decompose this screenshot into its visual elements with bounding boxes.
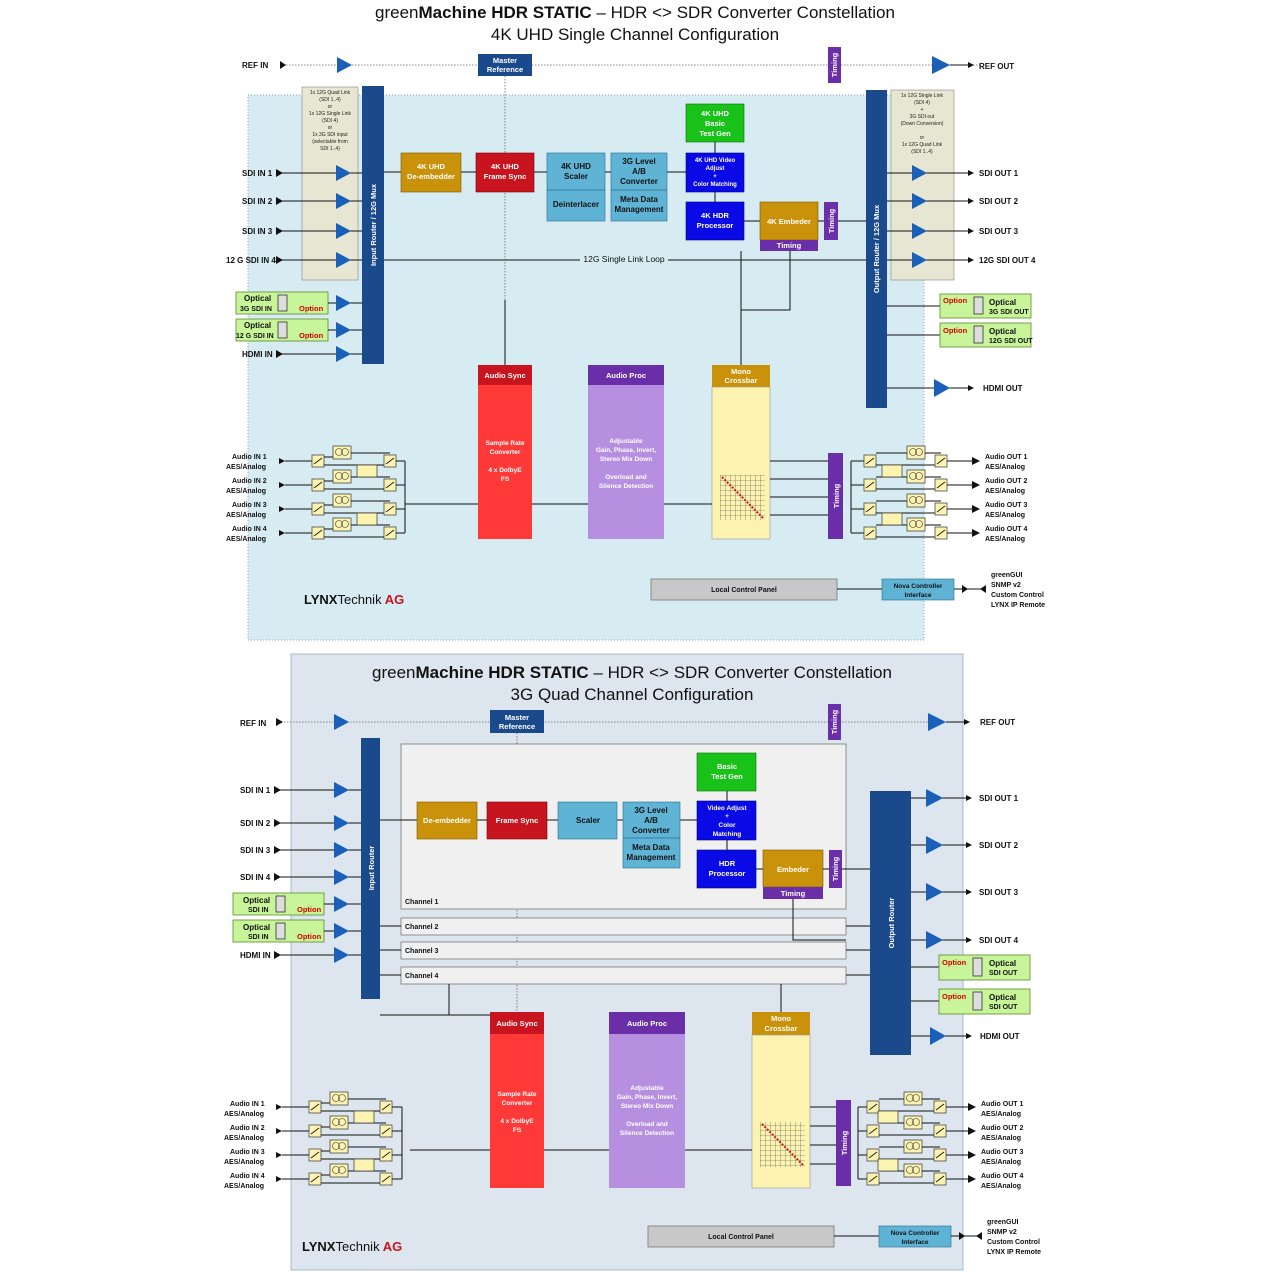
top-logo: LYNXTechnik AG <box>304 592 405 607</box>
top-optical-in-2-option: Option <box>299 331 324 340</box>
top-control-4: LYNX IP Remote <box>991 602 1046 609</box>
top-audio-proc-body-2: Gain, Phase, Invert, <box>595 447 657 454</box>
bottom-hdrproc-label-1: HDR <box>718 859 736 868</box>
bottom-audio-in-4-sub: AES/Analog <box>224 1183 265 1190</box>
bottom-testgen-label-1: Basic <box>716 762 738 771</box>
top-output-note-line-7: 1x 12G Quad Link <box>901 142 943 148</box>
bottom-optical-in-2-sub: SDI IN <box>248 934 269 941</box>
bottom-embed-timing-label: Timing <box>780 889 806 898</box>
top-input-router-label: Input Router / 12G Mux <box>369 183 378 267</box>
top-optical-out-1-option: Option <box>943 296 968 305</box>
bottom-optical-in-2-option: Option <box>297 932 322 941</box>
top-ad-2-box <box>357 513 377 525</box>
bottom-audio-in-4-label: Audio IN 4 <box>230 1173 265 1180</box>
top-scaler-label-1: 4K UHD <box>561 162 591 171</box>
bottom-audio-out-4-label: Audio OUT 4 <box>981 1173 1024 1180</box>
bottom-master-reference-label-1: Master <box>504 713 530 722</box>
top-hdrproc-label-1: 4K HDR <box>701 211 729 220</box>
top-ref-in-label: REF IN <box>242 61 269 70</box>
top-audio-out-2-sub: AES/Analog <box>985 488 1026 495</box>
bottom-audio-sync-body-1: Sample Rate <box>497 1091 537 1098</box>
bottom-channel-4-area <box>401 967 846 984</box>
top-input-note-line-4: 1x 12G Single Link <box>309 111 351 117</box>
top-sdi-in-2-label: SDI IN 2 <box>242 197 273 206</box>
bottom-metadata-label-1: Meta Data <box>632 843 670 852</box>
bottom-optical-in-1-option: Option <box>297 905 322 914</box>
top-optical-out-2-label: Optical <box>989 327 1017 336</box>
top-input-note-line-7: 1x 3G SDI input <box>312 132 348 138</box>
bottom-subtitle: 3G Quad Channel Configuration <box>510 685 754 704</box>
bottom-audio-out-3-label: Audio OUT 3 <box>981 1149 1024 1156</box>
top-hdmi-in-label: HDMI IN <box>242 350 273 359</box>
bottom-ref-timing-label: Timing <box>830 709 839 735</box>
bottom-nova-label-1: Nova Controller <box>890 1230 940 1237</box>
top-input-note-line-3: or <box>327 104 333 110</box>
bottom-sdi-out-3-label: SDI OUT 3 <box>979 888 1019 897</box>
top-hdmi-out-buffer-icon <box>934 379 950 397</box>
top-audio-out-1-label: Audio OUT 1 <box>985 454 1028 461</box>
top-sdi-in-3-label: SDI IN 3 <box>242 227 273 236</box>
bottom-sdi-in-1-label: SDI IN 1 <box>240 786 271 795</box>
bottom-framesync-label: Frame Sync <box>495 816 539 825</box>
top-optical-out-2-option: Option <box>943 326 968 335</box>
bottom-videoadjust-label-1: Video Adjust <box>707 805 747 812</box>
bottom-optical-in-2-label: Optical <box>243 923 271 932</box>
top-audio-out-3-label: Audio OUT 3 <box>985 502 1028 509</box>
top-metadata-label-2: Management <box>614 205 664 214</box>
bottom-hdrproc-label-2: Processor <box>708 869 746 878</box>
top-output-router-label: Output Router / 12G Mux <box>872 204 881 294</box>
bottom-mono-label-2: Crossbar <box>764 1024 798 1033</box>
bottom-optical-in-1-label: Optical <box>243 896 271 905</box>
top-audio-proc-body-5: Silence Detection <box>598 483 654 490</box>
top-testgen-label-3: Test Gen <box>699 129 731 138</box>
bottom-audio-timing-label: Timing <box>840 1130 849 1156</box>
bottom-optical-in-1-connector-icon <box>276 896 285 912</box>
top-audio-sync <box>478 385 532 539</box>
bottom-audio-out-1-sub: AES/Analog <box>981 1111 1022 1118</box>
top-output-note-line-4: 3G SDI out <box>909 114 935 120</box>
top-mono-label-1: Mono <box>731 367 751 376</box>
top-optical-out-2-sub: 12G SDI OUT <box>989 338 1033 345</box>
top-optical-in-2-sub: 12 G SDI IN <box>236 333 274 340</box>
top-optical-in-2-label: Optical <box>244 321 272 330</box>
top-optical-in-2-connector-icon <box>278 322 287 338</box>
top-audio-timing-label: Timing <box>832 483 841 509</box>
bottom-audio-out-3-sub: AES/Analog <box>981 1159 1022 1166</box>
bottom-metadata-label-2: Management <box>626 853 676 862</box>
top-audio-proc-body-4: Overload and <box>605 474 647 481</box>
top-local-panel-label: Local Control Panel <box>711 587 777 594</box>
top-input-note-line-2: (SDI 1..4) <box>319 97 341 103</box>
top-videoadjust-label-1: 4K UHD Video <box>694 158 736 164</box>
top-ref-timing-label: Timing <box>830 52 839 78</box>
top-hdrproc-label-2: Processor <box>696 221 734 230</box>
top-audio-proc-body-1: Adjustable <box>609 438 643 445</box>
bottom-audio-proc-body-2: Gain, Phase, Invert, <box>616 1094 678 1101</box>
bottom-channel-3-label: Channel 3 <box>405 948 439 955</box>
top-control-2: SNMP v2 <box>991 582 1021 589</box>
bottom-audio-out-4-sub: AES/Analog <box>981 1183 1022 1190</box>
top-input-note-line-9: SDI 1..4) <box>320 146 340 152</box>
bottom-audio-sync <box>490 1034 544 1188</box>
bottom-embedder-label: Embeder <box>776 865 810 874</box>
bottom-embed-out-timing-label: Timing <box>831 856 840 882</box>
bottom-audio-proc-body-5: Silence Detection <box>619 1130 675 1137</box>
top-optical-out-1-sub: 3G SDI OUT <box>989 309 1029 316</box>
bottom-channel-4-label: Channel 4 <box>405 973 439 980</box>
bottom-optical-in-2-connector-icon <box>276 923 285 939</box>
top-deembedder-label-1: 4K UHD <box>417 162 445 171</box>
top-master-reference-label-1: Master <box>492 56 518 65</box>
bottom-deembedder-label: De-embedder <box>423 816 471 825</box>
bottom-optical-in-1-sub: SDI IN <box>248 907 269 914</box>
bottom-optical-out-2-connector-icon <box>973 992 982 1010</box>
top-optical-out-1-connector-icon <box>974 297 983 314</box>
bottom-optical-out-2-option: Option <box>942 992 967 1001</box>
top-sdi-out-3-label: SDI OUT 3 <box>979 227 1019 236</box>
top-ref-out-buffer-icon <box>932 56 950 74</box>
bottom-videoadjust-label-4: Matching <box>712 831 742 838</box>
top-ref-out-label: REF OUT <box>979 62 1015 71</box>
top-input-note-line-8: (selectable from <box>312 139 348 145</box>
top-diagram <box>226 3 1045 640</box>
bottom-ref-in-label: REF IN <box>240 719 267 728</box>
bottom-ref-out-label: REF OUT <box>980 718 1016 727</box>
top-loop-label: 12G Single Link Loop <box>583 254 665 264</box>
top-output-note-line-6: or <box>919 135 925 141</box>
top-sdi-out-1-label: SDI OUT 1 <box>979 169 1019 178</box>
top-sdi-out-2-label: SDI OUT 2 <box>979 197 1019 206</box>
top-da-1-box <box>882 465 902 477</box>
top-control-1: greenGUI <box>991 572 1023 579</box>
bottom-sdi-out-4-label: SDI OUT 4 <box>979 936 1019 945</box>
top-videoadjust-label-2: Adjust <box>705 166 725 172</box>
top-title: greenMachine HDR STATIC – HDR <> SDR Converter Constellation <box>375 3 895 22</box>
bottom-converter-label-1: 3G Level <box>634 806 668 815</box>
bottom-control-3: Custom Control <box>987 1239 1040 1246</box>
bottom-optical-out-1-connector-icon <box>973 958 982 976</box>
bottom-sdi-out-1-label: SDI OUT 1 <box>979 794 1019 803</box>
bottom-sdi-in-3-label: SDI IN 3 <box>240 846 271 855</box>
top-optical-out-1-label: Optical <box>989 298 1017 307</box>
bottom-nova-label-2: Interface <box>901 1239 929 1246</box>
top-audio-sync-label: Audio Sync <box>484 371 526 380</box>
bottom-converter-label-3: Converter <box>632 826 670 835</box>
top-deembedder-label-2: De-embedder <box>407 172 455 181</box>
top-optical-in-1-option: Option <box>299 304 324 313</box>
bottom-audio-sync-label: Audio Sync <box>496 1019 538 1028</box>
bottom-input-router-label: Input Router <box>367 845 376 891</box>
top-testgen-label-2: Basic <box>704 119 726 128</box>
bottom-audio-proc-label: Audio Proc <box>626 1019 668 1028</box>
bottom-ad-1-box <box>354 1111 374 1123</box>
top-audio-in-4-label: Audio IN 4 <box>232 526 267 533</box>
top-sdi-in-1-label: SDI IN 1 <box>242 169 273 178</box>
top-audio-sync-body-4: FS <box>500 476 510 483</box>
top-deinterlacer-label: Deinterlacer <box>552 200 600 209</box>
bottom-audio-sync-body-3: 4 x DolbyE <box>500 1118 534 1125</box>
bottom-da-2-box <box>878 1159 898 1171</box>
top-subtitle: 4K UHD Single Channel Configuration <box>490 25 780 44</box>
bottom-channel-3-area <box>401 942 846 959</box>
bottom-da-1-box <box>878 1111 898 1123</box>
top-ad-1-box <box>357 465 377 477</box>
top-audio-proc-label: Audio Proc <box>605 371 647 380</box>
top-audio-out-1-sub: AES/Analog <box>985 464 1026 471</box>
top-sdi-in-4-label: 12 G SDI IN 4 <box>226 256 276 265</box>
bottom-videoadjust-label-3: Color <box>718 822 736 829</box>
top-audio-out-4-label: Audio OUT 4 <box>985 526 1028 533</box>
bottom-diagram <box>224 654 1041 1270</box>
bottom-audio-in-2-sub: AES/Analog <box>224 1135 265 1142</box>
top-audio-in-4-sub: AES/Analog <box>226 536 267 543</box>
top-sdi-out-4-label: 12G SDI OUT 4 <box>979 256 1036 265</box>
bottom-optical-out-1-label: Optical <box>989 959 1017 968</box>
top-framesync-label-2: Frame Sync <box>483 172 527 181</box>
bottom-videoadjust-label-2: + <box>725 813 729 820</box>
top-optical-in-1-connector-icon <box>278 295 287 311</box>
top-audio-sync-body-2: Converter <box>489 449 521 456</box>
top-ref-in-buffer-icon <box>337 57 352 73</box>
top-nova-label-1: Nova Controller <box>893 583 943 590</box>
top-output-note-line-5: (Down Conversion) <box>900 121 944 127</box>
top-output-note-line-3: + <box>920 107 924 113</box>
top-audio-in-1-sub: AES/Analog <box>226 464 267 471</box>
top-videoadjust-label-4: Color Matching <box>693 182 737 188</box>
bottom-logo: LYNXTechnik AG <box>302 1239 403 1254</box>
bottom-audio-out-1-label: Audio OUT 1 <box>981 1101 1024 1108</box>
bottom-master-reference-label-2: Reference <box>498 722 536 731</box>
top-mono-label-2: Crossbar <box>724 376 758 385</box>
bottom-output-router-label: Output Router <box>887 897 896 949</box>
bottom-audio-proc-body-1: Adjustable <box>630 1085 664 1092</box>
bottom-scaler-label: Scaler <box>575 816 601 825</box>
top-audio-in-2-label: Audio IN 2 <box>232 478 267 485</box>
bottom-optical-out-2-label: Optical <box>989 993 1017 1002</box>
top-audio-out-3-sub: AES/Analog <box>985 512 1026 519</box>
top-input-note-line-5: (SDI 4) <box>322 118 338 124</box>
top-embedder-label: 4K Embeder <box>767 217 811 226</box>
top-input-note-line-1: 1x 12G Quad Link <box>309 90 351 96</box>
bottom-audio-in-1-sub: AES/Analog <box>224 1111 265 1118</box>
top-converter-label-1: 3G Level <box>622 157 656 166</box>
top-audio-out-2-label: Audio OUT 2 <box>985 478 1028 485</box>
top-testgen-label-1: 4K UHD <box>701 109 729 118</box>
bottom-control-1: greenGUI <box>987 1219 1019 1226</box>
top-converter-label-2: A/B <box>632 167 646 176</box>
bottom-channel-1-label: Channel 1 <box>405 899 439 906</box>
top-da-2-box <box>882 513 902 525</box>
bottom-audio-proc-body-3: Stereo Mix Down <box>620 1103 674 1110</box>
bottom-sdi-in-4-label: SDI IN 4 <box>240 873 271 882</box>
top-metadata-label-1: Meta Data <box>620 195 658 204</box>
top-optical-in-1-label: Optical <box>244 294 272 303</box>
top-audio-in-1-label: Audio IN 1 <box>232 454 267 461</box>
bottom-channel-2-area <box>401 918 846 935</box>
top-output-note-line-2: (SDI 4) <box>914 100 930 106</box>
bottom-audio-out-2-sub: AES/Analog <box>981 1135 1022 1142</box>
bottom-sdi-in-2-label: SDI IN 2 <box>240 819 271 828</box>
bottom-channel-2-label: Channel 2 <box>405 924 439 931</box>
top-videoadjust-label-3: + <box>713 174 717 180</box>
bottom-audio-proc <box>609 1034 685 1188</box>
bottom-optical-out-2-sub: SDI OUT <box>989 1004 1018 1011</box>
top-master-reference-label-2: Reference <box>486 65 524 74</box>
top-framesync-label-1: 4K UHD <box>491 162 519 171</box>
bottom-optical-out-1-sub: SDI OUT <box>989 970 1018 977</box>
bottom-audio-proc-body-4: Overload and <box>626 1121 668 1128</box>
top-embed-out-timing-label: Timing <box>827 208 836 234</box>
bottom-audio-in-1-label: Audio IN 1 <box>230 1101 265 1108</box>
bottom-audio-sync-body-4: FS <box>512 1127 522 1134</box>
bottom-audio-in-3-sub: AES/Analog <box>224 1159 265 1166</box>
top-scaler-label-2: Scaler <box>563 172 589 181</box>
top-nova-label-2: Interface <box>904 592 932 599</box>
bottom-converter-label-2: A/B <box>644 816 658 825</box>
bottom-audio-sync-body-2: Converter <box>501 1100 533 1107</box>
bottom-audio-in-3-label: Audio IN 3 <box>230 1149 265 1156</box>
bottom-hdmi-out-label: HDMI OUT <box>980 1032 1020 1041</box>
bottom-ad-2-box <box>354 1159 374 1171</box>
top-audio-in-3-label: Audio IN 3 <box>232 502 267 509</box>
top-output-note-line-1: 1x 12G Single Link <box>901 93 943 99</box>
top-audio-sync-body-3: 4 x DolbyE <box>488 467 522 474</box>
bottom-mono-label-1: Mono <box>771 1014 791 1023</box>
top-audio-in-3-sub: AES/Analog <box>226 512 267 519</box>
top-audio-in-2-sub: AES/Analog <box>226 488 267 495</box>
bottom-hdmi-in-label: HDMI IN <box>240 951 271 960</box>
bottom-testgen-label-2: Test Gen <box>711 772 743 781</box>
top-audio-out-4-sub: AES/Analog <box>985 536 1026 543</box>
top-hdmi-out-label: HDMI OUT <box>983 384 1023 393</box>
bottom-sdi-out-2-label: SDI OUT 2 <box>979 841 1019 850</box>
top-output-note-line-8: (SDI 1..4) <box>911 149 933 155</box>
top-optical-in-1-sub: 3G SDI IN <box>240 306 272 313</box>
bottom-audio-in-2-label: Audio IN 2 <box>230 1125 265 1132</box>
top-control-3: Custom Control <box>991 592 1044 599</box>
top-audio-proc-body-3: Stereo Mix Down <box>599 456 653 463</box>
bottom-audio-out-2-label: Audio OUT 2 <box>981 1125 1024 1132</box>
top-converter-label-3: Converter <box>620 177 658 186</box>
top-optical-out-2-connector-icon <box>974 326 983 343</box>
bottom-control-2: SNMP v2 <box>987 1229 1017 1236</box>
top-audio-sync-body-1: Sample Rate <box>485 440 525 447</box>
top-embed-timing-label: Timing <box>776 241 802 250</box>
top-input-note-line-6: or <box>327 125 333 131</box>
bottom-local-panel-label: Local Control Panel <box>708 1234 774 1241</box>
bottom-title: greenMachine HDR STATIC – HDR <> SDR Converter Constellation <box>372 663 892 682</box>
bottom-control-4: LYNX IP Remote <box>987 1249 1042 1256</box>
bottom-optical-out-1-option: Option <box>942 958 967 967</box>
